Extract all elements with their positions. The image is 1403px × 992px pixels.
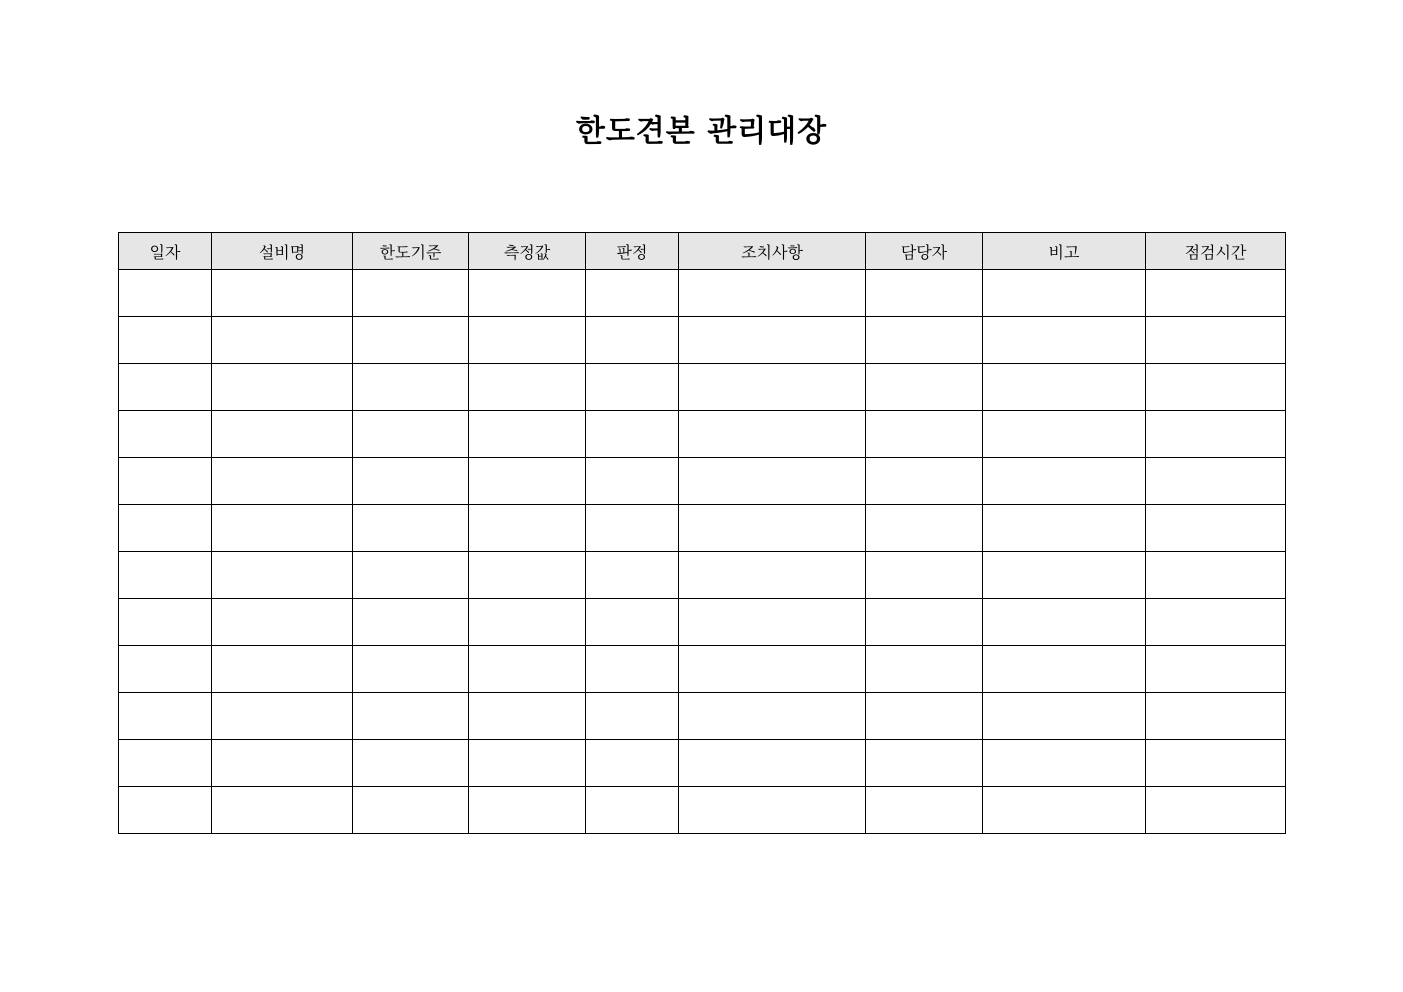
table-cell[interactable] <box>353 505 469 552</box>
table-cell[interactable] <box>119 646 212 693</box>
table-cell[interactable] <box>119 411 212 458</box>
table-cell[interactable] <box>212 317 353 364</box>
table-cell[interactable] <box>353 458 469 505</box>
table-cell[interactable] <box>212 599 353 646</box>
table-cell[interactable] <box>983 411 1146 458</box>
table-cell[interactable] <box>679 270 866 317</box>
table-cell[interactable] <box>679 317 866 364</box>
table-cell[interactable] <box>586 740 679 787</box>
table-cell[interactable] <box>586 599 679 646</box>
table-cell[interactable] <box>119 787 212 834</box>
column-header-equipment: 설비명 <box>212 233 353 270</box>
table-cell[interactable] <box>866 458 983 505</box>
table-cell[interactable] <box>679 458 866 505</box>
table-body <box>119 270 1286 834</box>
table-cell[interactable] <box>586 552 679 599</box>
table-cell[interactable] <box>679 552 866 599</box>
table-cell[interactable] <box>1146 411 1286 458</box>
table-cell[interactable] <box>866 599 983 646</box>
table-cell[interactable] <box>469 505 586 552</box>
table-cell[interactable] <box>469 317 586 364</box>
table-cell[interactable] <box>866 317 983 364</box>
table-row <box>119 693 1286 740</box>
table-cell[interactable] <box>586 646 679 693</box>
table-cell[interactable] <box>1146 740 1286 787</box>
table-cell[interactable] <box>586 364 679 411</box>
table-cell[interactable] <box>1146 693 1286 740</box>
table-cell[interactable] <box>679 411 866 458</box>
table-cell[interactable] <box>119 505 212 552</box>
column-header-action-taken: 조치사항 <box>679 233 866 270</box>
table-cell[interactable] <box>469 458 586 505</box>
table-cell[interactable] <box>353 364 469 411</box>
table-cell[interactable] <box>679 646 866 693</box>
table-cell[interactable] <box>1146 458 1286 505</box>
table-cell[interactable] <box>983 646 1146 693</box>
table-row <box>119 599 1286 646</box>
table-cell[interactable] <box>469 599 586 646</box>
table-cell[interactable] <box>983 317 1146 364</box>
table-cell[interactable] <box>866 740 983 787</box>
header-row <box>119 233 1286 270</box>
table-cell[interactable] <box>679 693 866 740</box>
table-cell[interactable] <box>353 693 469 740</box>
table-cell[interactable] <box>119 458 212 505</box>
column-header-person-in-charge: 담당자 <box>866 233 983 270</box>
table-cell[interactable] <box>866 505 983 552</box>
table-row <box>119 411 1286 458</box>
table-row <box>119 505 1286 552</box>
table-cell[interactable] <box>353 411 469 458</box>
table-cell[interactable] <box>866 552 983 599</box>
column-header-date: 일자 <box>119 233 212 270</box>
table-cell[interactable] <box>866 787 983 834</box>
table-cell[interactable] <box>679 599 866 646</box>
table-cell[interactable] <box>119 552 212 599</box>
ledger-table <box>118 232 1286 834</box>
table-cell[interactable] <box>119 599 212 646</box>
column-header-inspection-time: 점검시간 <box>1146 233 1286 270</box>
table-cell[interactable] <box>983 740 1146 787</box>
table-cell[interactable] <box>469 693 586 740</box>
table-cell[interactable] <box>353 270 469 317</box>
table-cell[interactable] <box>1146 505 1286 552</box>
table-cell[interactable] <box>212 270 353 317</box>
page-title: 한도견본 관리대장 <box>575 114 828 149</box>
table-cell[interactable] <box>983 364 1146 411</box>
table-cell[interactable] <box>983 270 1146 317</box>
table-cell[interactable] <box>983 552 1146 599</box>
table-cell[interactable] <box>469 270 586 317</box>
table-cell[interactable] <box>119 693 212 740</box>
table-cell[interactable] <box>119 364 212 411</box>
table-cell[interactable] <box>1146 646 1286 693</box>
table-cell[interactable] <box>212 458 353 505</box>
table-cell[interactable] <box>212 740 353 787</box>
table-cell[interactable] <box>866 693 983 740</box>
table-cell[interactable] <box>1146 364 1286 411</box>
table-cell[interactable] <box>119 317 212 364</box>
column-header-remarks: 비고 <box>983 233 1146 270</box>
table-cell[interactable] <box>469 646 586 693</box>
table-cell[interactable] <box>469 740 586 787</box>
table-cell[interactable] <box>119 740 212 787</box>
table-cell[interactable] <box>212 411 353 458</box>
table-cell[interactable] <box>679 740 866 787</box>
table-cell[interactable] <box>469 364 586 411</box>
table-cell[interactable] <box>866 646 983 693</box>
table-row <box>119 552 1286 599</box>
table-row <box>119 740 1286 787</box>
table-cell[interactable] <box>586 693 679 740</box>
table-cell[interactable] <box>586 505 679 552</box>
table-cell[interactable] <box>212 505 353 552</box>
table-cell[interactable] <box>1146 317 1286 364</box>
table-row <box>119 646 1286 693</box>
table-cell[interactable] <box>1146 270 1286 317</box>
table-cell[interactable] <box>1146 787 1286 834</box>
table-cell[interactable] <box>679 505 866 552</box>
table-cell[interactable] <box>866 364 983 411</box>
table-cell[interactable] <box>866 270 983 317</box>
table-cell[interactable] <box>353 740 469 787</box>
table-cell[interactable] <box>679 364 866 411</box>
table-cell[interactable] <box>353 552 469 599</box>
table-cell[interactable] <box>1146 552 1286 599</box>
table-cell[interactable] <box>586 270 679 317</box>
table-row <box>119 270 1286 317</box>
table-cell[interactable] <box>586 317 679 364</box>
table-cell[interactable] <box>983 787 1146 834</box>
table-cell[interactable] <box>983 505 1146 552</box>
table-row <box>119 787 1286 834</box>
table-row <box>119 458 1286 505</box>
column-header-measured-value: 측정값 <box>469 233 586 270</box>
table-cell[interactable] <box>212 787 353 834</box>
table-cell[interactable] <box>469 787 586 834</box>
table-cell[interactable] <box>353 646 469 693</box>
table-row <box>119 317 1286 364</box>
table-cell[interactable] <box>866 411 983 458</box>
table-cell[interactable] <box>983 599 1146 646</box>
table-cell[interactable] <box>119 270 212 317</box>
table-cell[interactable] <box>353 317 469 364</box>
column-header-judgment: 판정 <box>586 233 679 270</box>
table-row <box>119 364 1286 411</box>
table-cell[interactable] <box>679 787 866 834</box>
table-cell[interactable] <box>983 693 1146 740</box>
table-cell[interactable] <box>469 411 586 458</box>
table-cell[interactable] <box>469 552 586 599</box>
table-cell[interactable] <box>1146 599 1286 646</box>
table-cell[interactable] <box>353 787 469 834</box>
table-cell[interactable] <box>212 552 353 599</box>
column-header-limit-standard: 한도기준 <box>353 233 469 270</box>
table-cell[interactable] <box>586 458 679 505</box>
table-cell[interactable] <box>586 787 679 834</box>
table-cell[interactable] <box>212 646 353 693</box>
table-cell[interactable] <box>212 364 353 411</box>
table-cell[interactable] <box>212 693 353 740</box>
table-cell[interactable] <box>353 599 469 646</box>
table-cell[interactable] <box>983 458 1146 505</box>
table-cell[interactable] <box>586 411 679 458</box>
